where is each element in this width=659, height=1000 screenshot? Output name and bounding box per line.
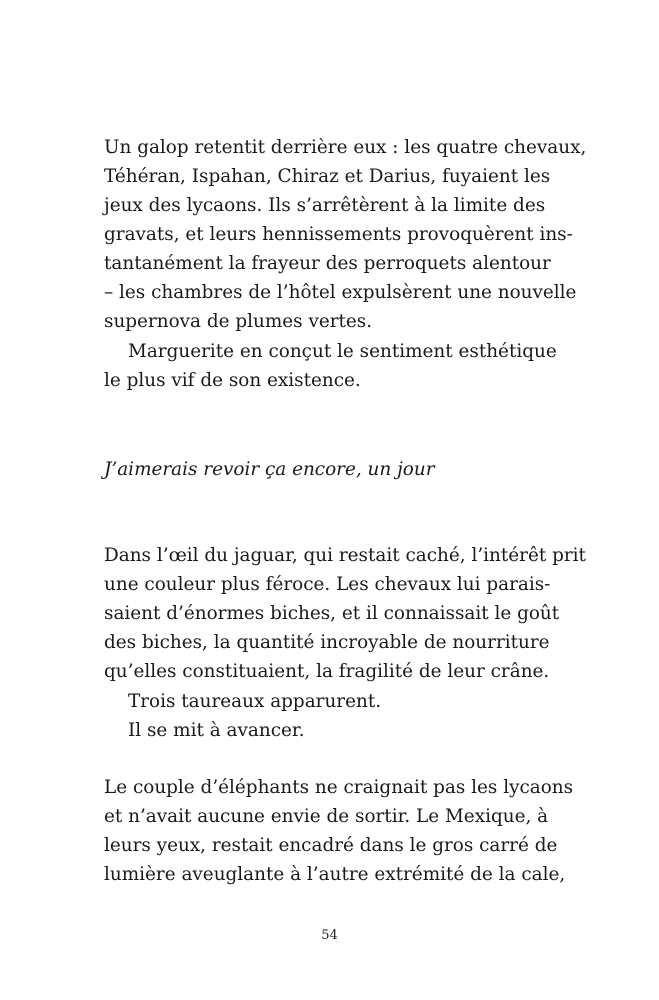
paragraph-line: tantanément la frayeur des perroquets alentour bbox=[104, 253, 551, 274]
paragraph-line: le plus vif de son existence. bbox=[104, 370, 361, 391]
paragraph-4: Trois taureaux apparurent. bbox=[128, 691, 382, 712]
paragraph-line: Un galop retentit derrière eux : les quatre chevaux, bbox=[104, 137, 587, 158]
paragraph-line: supernova de plumes vertes. bbox=[104, 311, 373, 332]
paragraph-line: Marguerite en conçut le sentiment esthétique bbox=[128, 341, 557, 362]
paragraph-line: Téhéran, Ispahan, Chiraz et Darius, fuyaient les bbox=[104, 166, 551, 187]
paragraph-line: gravats, et leurs hennissements provoquèrent ins- bbox=[104, 224, 573, 245]
paragraph-5: Il se mit à avancer. bbox=[128, 720, 305, 741]
paragraph-line: Dans l’œil du jaguar, qui restait caché, l’intérêt prit bbox=[104, 545, 586, 566]
paragraph-line: leurs yeux, restait encadré dans le gros carré de bbox=[104, 835, 558, 856]
paragraph-line: jeux des lycaons. Ils s’arrêtèrent à la limite des bbox=[104, 195, 546, 216]
paragraph-line: et n’avait aucune envie de sortir. Le Mexique, à bbox=[104, 806, 549, 827]
section-heading: J’aimerais revoir ça encore, un jour bbox=[104, 459, 435, 480]
paragraph-line: une couleur plus féroce. Les chevaux lui parais- bbox=[104, 574, 551, 595]
paragraph-line: qu’elles constituaient, la fragilité de leur crâne. bbox=[104, 661, 550, 682]
paragraph-line: Le couple d’éléphants ne craignait pas les lycaons bbox=[104, 777, 574, 798]
paragraph-line: – les chambres de l’hôtel expulsèrent une nouvelle bbox=[104, 282, 577, 303]
page-number: 54 bbox=[321, 928, 338, 943]
paragraph-line: lumière aveuglante à l’autre extrémité de la cale, bbox=[104, 864, 566, 885]
paragraph-line: des biches, la quantité incroyable de nourriture bbox=[104, 632, 550, 653]
paragraph-line: saient d’énormes biches, et il connaissait le goût bbox=[104, 603, 560, 624]
